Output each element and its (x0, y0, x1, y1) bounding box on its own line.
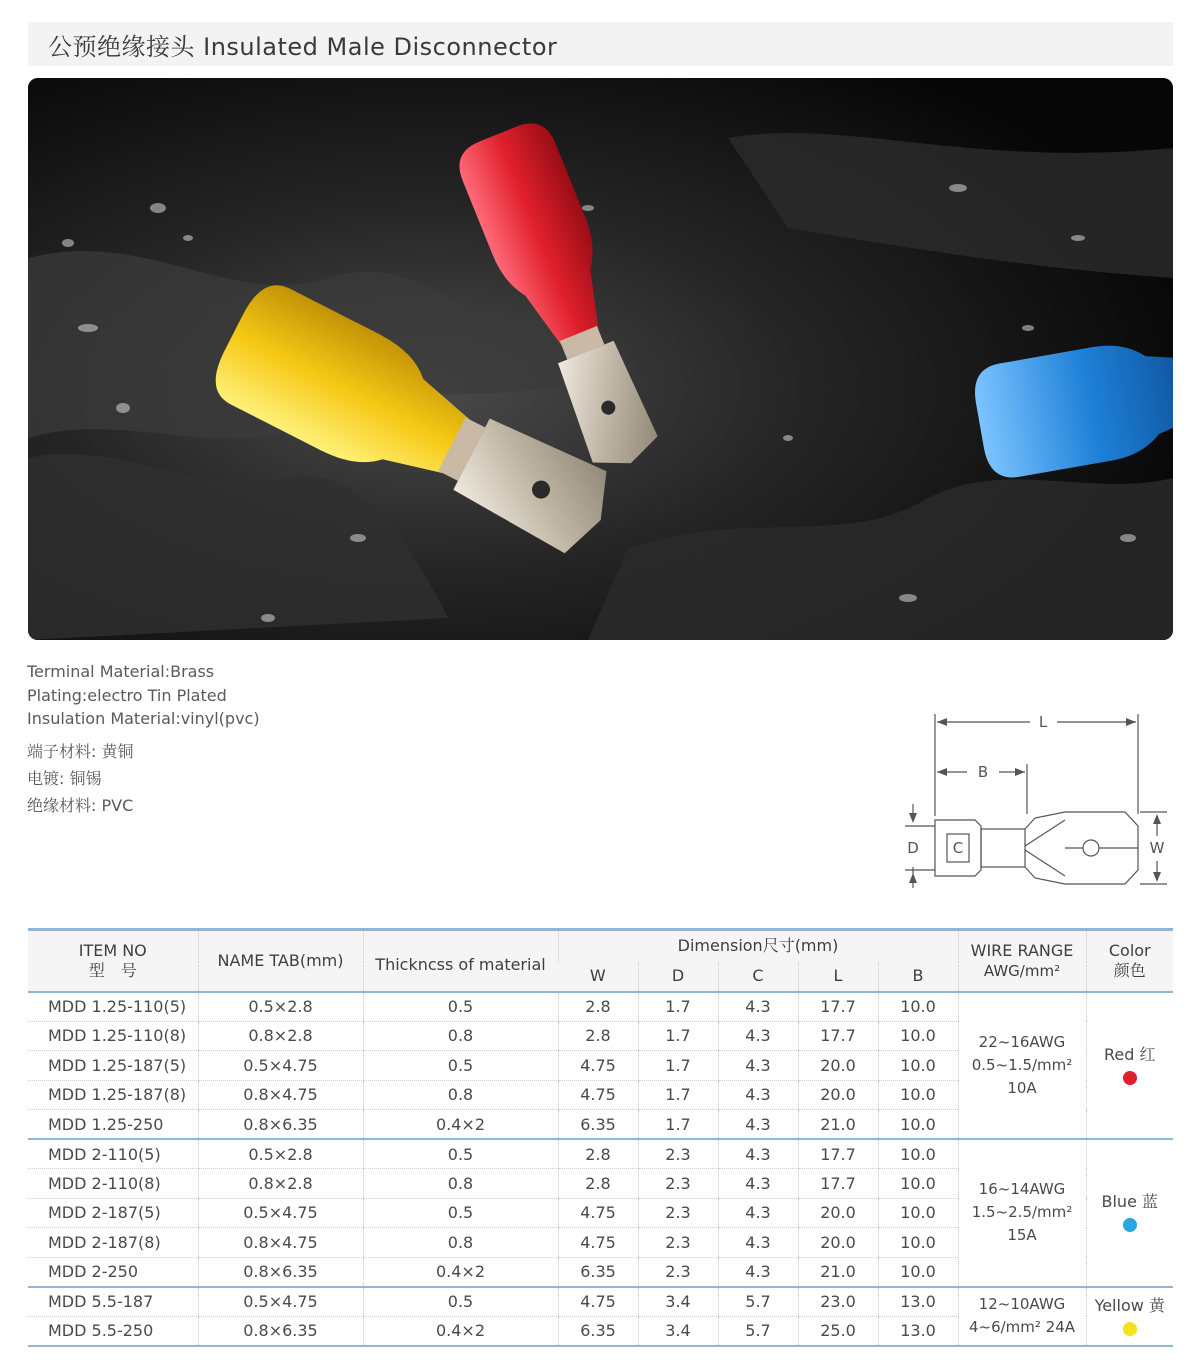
cell-dim-b: 13.0 (878, 1287, 958, 1317)
cell-thickness: 0.8 (363, 1080, 558, 1110)
cell-dim-b: 10.0 (878, 1228, 958, 1258)
cell-name-tab: 0.8×6.35 (198, 1257, 363, 1287)
cell-name-tab: 0.8×2.8 (198, 1021, 363, 1051)
cell-dim-w: 4.75 (558, 1228, 638, 1258)
cell-dim-c: 4.3 (718, 1080, 798, 1110)
cell-dim-c: 5.7 (718, 1287, 798, 1317)
cell-dim-c: 5.7 (718, 1316, 798, 1346)
spec-table-body (28, 992, 1173, 1346)
cell-dim-c: 4.3 (718, 1139, 798, 1169)
cell-name-tab: 0.8×6.35 (198, 1316, 363, 1346)
header-name-tab: NAME TAB(mm) (198, 930, 363, 992)
cell-dim-l: 17.7 (798, 1021, 878, 1051)
cell-color (1086, 992, 1173, 1140)
cell-dim-b: 10.0 (878, 992, 958, 1022)
cell-name-tab: 0.8×4.75 (198, 1228, 363, 1258)
cell-wire-range (958, 1139, 1086, 1287)
cell-dim-c: 4.3 (718, 1257, 798, 1287)
cell-thickness: 0.4×2 (363, 1257, 558, 1287)
cell-dim-c: 4.3 (718, 992, 798, 1022)
header-item-no-en: ITEM NO (78, 940, 147, 960)
color-dot-icon (1123, 1218, 1137, 1232)
wire-range-mm: 1.5~2.5/mm² (971, 1203, 1073, 1222)
cell-wire-range (958, 992, 1086, 1140)
table-row (28, 1139, 1173, 1169)
product-photo-illustration (28, 78, 1173, 640)
cell-dim-b: 10.0 (878, 1110, 958, 1140)
cell-thickness: 0.8 (363, 1021, 558, 1051)
header-item-no (28, 930, 198, 992)
cell-dim-l: 21.0 (798, 1110, 878, 1140)
cell-dim-b: 10.0 (878, 1198, 958, 1228)
color-dot-icon (1123, 1071, 1137, 1085)
cell-thickness: 0.5 (363, 992, 558, 1022)
header-thickness: Thickncss of material (363, 930, 558, 992)
cell-item-no: MDD 1.25-187(8) (28, 1080, 198, 1110)
cell-dim-d: 2.3 (638, 1198, 718, 1228)
cell-dim-w: 6.35 (558, 1110, 638, 1140)
color-dot-icon (1123, 1322, 1137, 1336)
cell-dim-l: 25.0 (798, 1316, 878, 1346)
cell-dim-l: 20.0 (798, 1051, 878, 1081)
cell-dim-w: 4.75 (558, 1051, 638, 1081)
cell-dim-d: 1.7 (638, 1080, 718, 1110)
cell-dim-b: 10.0 (878, 1021, 958, 1051)
cell-dim-l: 20.0 (798, 1080, 878, 1110)
cell-name-tab: 0.5×2.8 (198, 1139, 363, 1169)
materials-chinese (27, 738, 133, 819)
cell-item-no: MDD 1.25-110(8) (28, 1021, 198, 1051)
header-wire-range (958, 930, 1086, 992)
material-plating: Plating:electro Tin Plated (27, 685, 227, 705)
wire-range-awg: 22~16AWG (978, 1032, 1066, 1051)
cell-dim-w: 2.8 (558, 992, 638, 1022)
cell-dim-d: 2.3 (638, 1257, 718, 1287)
cell-thickness: 0.8 (363, 1228, 558, 1258)
product-photo (28, 78, 1173, 640)
cell-dim-w: 4.75 (558, 1080, 638, 1110)
cell-color (1086, 1287, 1173, 1346)
cell-dim-c: 4.3 (718, 1198, 798, 1228)
diagram-label-c: C (952, 839, 964, 857)
cell-item-no: MDD 1.25-187(5) (28, 1051, 198, 1081)
cell-dim-c: 4.3 (718, 1110, 798, 1140)
cell-dim-b: 13.0 (878, 1316, 958, 1346)
spec-table (28, 928, 1173, 1347)
cell-thickness: 0.5 (363, 1287, 558, 1317)
header-color-en: Color (1108, 940, 1151, 960)
cell-dim-l: 17.7 (798, 992, 878, 1022)
color-label: Blue 蓝 (1101, 1192, 1158, 1212)
header-dimension: Dimension尺寸(mm) (558, 930, 958, 962)
cell-dim-d: 2.3 (638, 1169, 718, 1199)
cell-dim-d: 3.4 (638, 1287, 718, 1317)
cell-item-no: MDD 1.25-110(5) (28, 992, 198, 1022)
cell-dim-d: 1.7 (638, 1110, 718, 1140)
cell-dim-l: 20.0 (798, 1228, 878, 1258)
cell-dim-l: 23.0 (798, 1287, 878, 1317)
color-label: Red 红 (1104, 1044, 1156, 1064)
diagram-label-b: B (977, 763, 989, 781)
cell-thickness: 0.5 (363, 1198, 558, 1228)
cell-dim-b: 10.0 (878, 1080, 958, 1110)
cell-dim-c: 4.3 (718, 1169, 798, 1199)
diagram-label-d: D (907, 839, 919, 857)
cell-item-no: MDD 5.5-250 (28, 1316, 198, 1346)
cell-dim-b: 10.0 (878, 1051, 958, 1081)
cell-dim-w: 6.35 (558, 1316, 638, 1346)
cell-dim-l: 20.0 (798, 1198, 878, 1228)
cell-dim-b: 10.0 (878, 1257, 958, 1287)
materials-english (27, 660, 260, 731)
wire-range-awg: 16~14AWG (978, 1180, 1066, 1199)
cell-dim-d: 1.7 (638, 1021, 718, 1051)
material-terminal-cn: 端子材料: 黄铜 (27, 742, 134, 761)
cell-item-no: MDD 1.25-250 (28, 1110, 198, 1140)
cell-name-tab: 0.5×4.75 (198, 1198, 363, 1228)
cell-dim-w: 2.8 (558, 1139, 638, 1169)
cell-dim-w: 2.8 (558, 1021, 638, 1051)
header-wire-range-unit: AWG/mm² (983, 961, 1061, 980)
cell-dim-l: 21.0 (798, 1257, 878, 1287)
cell-item-no: MDD 2-187(8) (28, 1228, 198, 1258)
wire-range-mm: 0.5~1.5/mm² (971, 1055, 1073, 1074)
cell-name-tab: 0.5×4.75 (198, 1051, 363, 1081)
cell-thickness: 0.8 (363, 1169, 558, 1199)
cell-dim-c: 4.3 (718, 1021, 798, 1051)
wire-range-amp: 15A (1007, 1226, 1037, 1245)
material-insulation-cn: 绝缘材料: PVC (27, 796, 134, 815)
header-color-cn: 颜色 (1113, 960, 1146, 980)
cell-wire-range (958, 1287, 1086, 1346)
cell-dim-d: 2.3 (638, 1228, 718, 1258)
color-label: Yellow 黄 (1094, 1295, 1165, 1315)
table-row (28, 1287, 1173, 1317)
header-color (1086, 930, 1173, 992)
cell-dim-d: 1.7 (638, 1051, 718, 1081)
cell-thickness: 0.5 (363, 1051, 558, 1081)
cell-dim-c: 4.3 (718, 1228, 798, 1258)
wire-range-amp: 10A (1007, 1078, 1037, 1097)
dimension-diagram (895, 706, 1180, 896)
cell-dim-d: 2.3 (638, 1139, 718, 1169)
wire-range-awg: 12~10AWG (978, 1295, 1066, 1313)
cell-item-no: MDD 2-187(5) (28, 1198, 198, 1228)
cell-dim-b: 10.0 (878, 1139, 958, 1169)
header-wire-range-label: WIRE RANGE (970, 940, 1074, 960)
material-plating-cn: 电镀: 铜锡 (27, 769, 102, 788)
cell-dim-l: 17.7 (798, 1139, 878, 1169)
cell-dim-w: 4.75 (558, 1198, 638, 1228)
cell-dim-c: 4.3 (718, 1051, 798, 1081)
header-d: D (638, 962, 718, 992)
material-terminal: Terminal Material:Brass (27, 662, 215, 681)
cell-name-tab: 0.5×4.75 (198, 1287, 363, 1317)
cell-thickness: 0.5 (363, 1139, 558, 1169)
page-title: 公预绝缘接头 Insulated Male Disconnector (48, 32, 558, 61)
cell-dim-w: 4.75 (558, 1287, 638, 1317)
cell-item-no: MDD 2-250 (28, 1257, 198, 1287)
diagram-label-w: W (1149, 839, 1165, 857)
cell-name-tab: 0.8×6.35 (198, 1110, 363, 1140)
table-row (28, 992, 1173, 1022)
cell-item-no: MDD 2-110(8) (28, 1169, 198, 1199)
cell-dim-d: 1.7 (638, 992, 718, 1022)
header-c: C (718, 962, 798, 992)
material-insulation: Insulation Material:vinyl(pvc) (27, 709, 260, 728)
page-header (28, 22, 1173, 66)
cell-dim-l: 17.7 (798, 1169, 878, 1199)
cell-name-tab: 0.5×2.8 (198, 992, 363, 1022)
header-item-no-cn: 型 号 (88, 960, 137, 980)
cell-name-tab: 0.8×4.75 (198, 1080, 363, 1110)
cell-dim-b: 10.0 (878, 1169, 958, 1199)
cell-item-no: MDD 2-110(5) (28, 1139, 198, 1169)
wire-range-mm: 4~6/mm² 24A (968, 1318, 1076, 1336)
diagram-label-l: L (1038, 713, 1048, 731)
cell-dim-d: 3.4 (638, 1316, 718, 1346)
cell-name-tab: 0.8×2.8 (198, 1169, 363, 1199)
cell-color (1086, 1139, 1173, 1287)
cell-dim-w: 6.35 (558, 1257, 638, 1287)
header-b: B (878, 962, 958, 992)
cell-dim-w: 2.8 (558, 1169, 638, 1199)
header-l: L (798, 962, 878, 992)
cell-thickness: 0.4×2 (363, 1316, 558, 1346)
header-w: W (558, 962, 638, 992)
cell-thickness: 0.4×2 (363, 1110, 558, 1140)
cell-item-no: MDD 5.5-187 (28, 1287, 198, 1317)
